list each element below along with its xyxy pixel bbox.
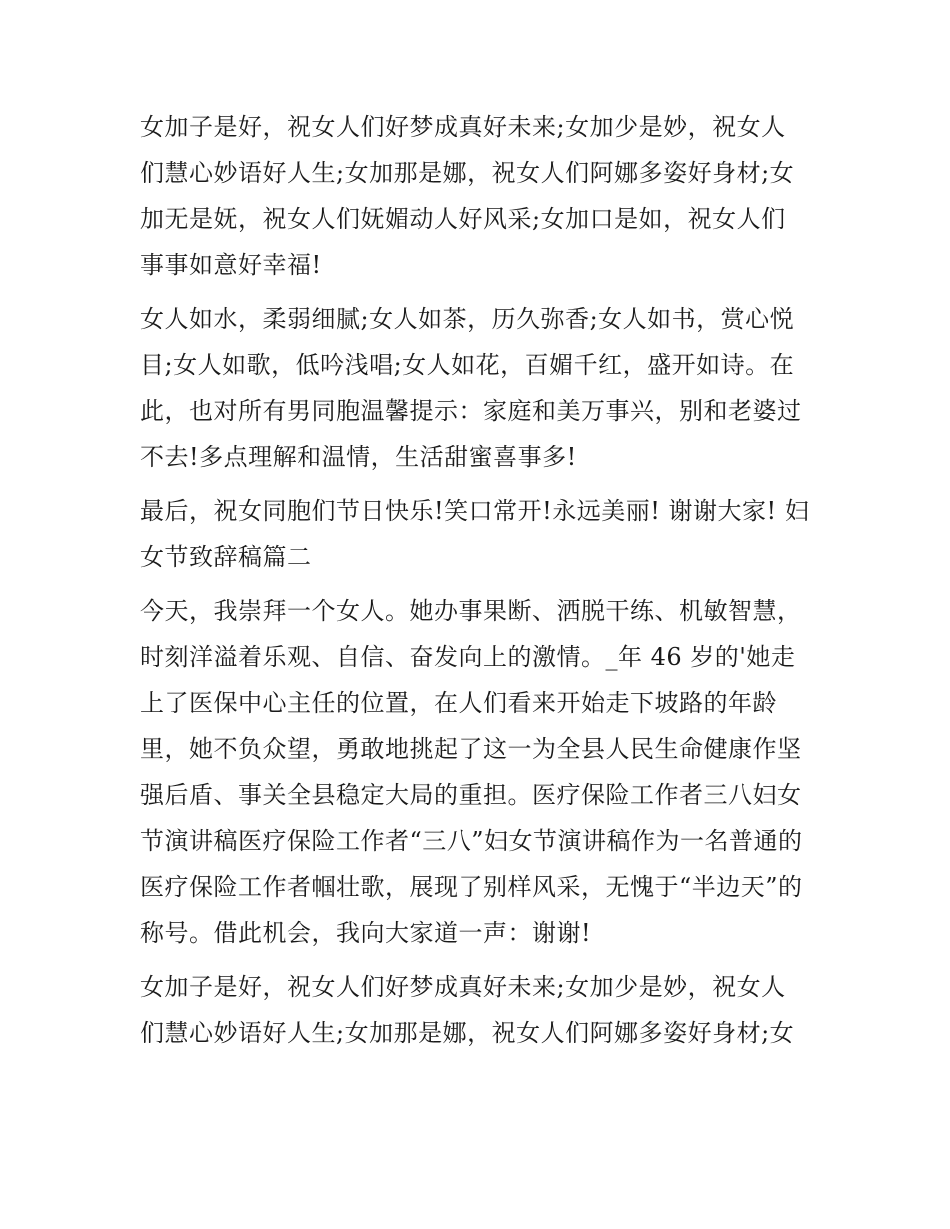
text-line: 女加子是好，祝女人们好梦成真好未来;女加少是妙，祝女人: [140, 973, 786, 1001]
text-line: 目;女人如歌，低吟浅唱;女人如花，百媚千红，盛开如诗。在: [140, 351, 795, 379]
paragraph-2: [140, 296, 820, 480]
paragraph-3: [140, 488, 820, 580]
text-line: 女加子是好，祝女人们好梦成真好未来;女加少是妙，祝女人: [140, 113, 786, 141]
text-line: 此，也对所有男同胞温馨提示：家庭和美万事兴，别和老婆过: [140, 397, 802, 425]
text-line: 医疗保险工作者帼壮歌，展现了别样风采，无愧于“半边天”的: [140, 873, 803, 901]
text-line: 加无是妩，祝女人们妩媚动人好风采;女加口是如，祝女人们: [140, 205, 786, 233]
text-line: 时刻洋溢着乐观、自信、奋发向上的激情。_年 46 岁的'她走: [140, 643, 796, 671]
paragraph-4: [140, 588, 820, 956]
text-line: 今天，我崇拜一个女人。她办事果断、洒脱干练、机敏智慧，: [140, 597, 802, 625]
text-line: 们慧心妙语好人生;女加那是娜，祝女人们阿娜多姿好身材;女: [140, 1019, 795, 1047]
paragraph-5: [140, 964, 820, 1056]
text-line: 节演讲稿医疗保险工作者“三八”妇女节演讲稿作为一名普通的: [140, 827, 803, 855]
document-body: [140, 104, 820, 1056]
text-line: 上了医保中心主任的位置，在人们看来开始走下坡路的年龄: [140, 689, 777, 717]
text-line: 女人如水，柔弱细腻;女人如茶，历久弥香;女人如书，赏心悦: [140, 305, 795, 333]
text-line: 最后，祝女同胞们节日快乐!笑口常开!永远美丽! 谢谢大家! 妇: [140, 497, 810, 525]
text-line: 们慧心妙语好人生;女加那是娜，祝女人们阿娜多姿好身材;女: [140, 159, 795, 187]
text-line: 事事如意好幸福!: [140, 251, 322, 279]
text-line: 强后盾、事关全县稳定大局的重担。医疗保险工作者三八妇女: [140, 781, 802, 809]
text-line: 不去!多点理解和温情，生活甜蜜喜事多!: [140, 443, 577, 471]
text-line: 里，她不负众望，勇敢地挑起了这一为全县人民生命健康作坚: [140, 735, 802, 763]
paragraph-1: [140, 104, 820, 288]
text-line: 称号。借此机会，我向大家道一声：谢谢!: [140, 919, 592, 947]
section-heading: 女节致辞稿篇二: [140, 543, 312, 571]
